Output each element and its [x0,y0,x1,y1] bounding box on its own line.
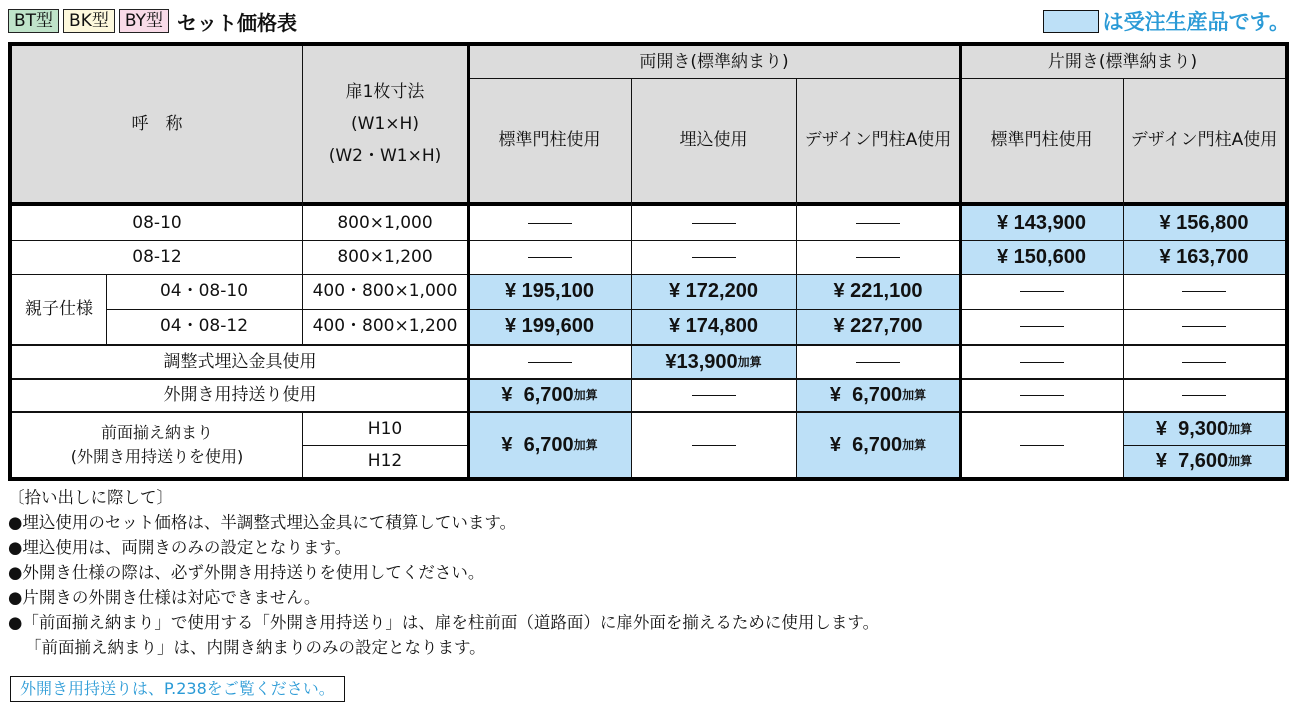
divider [12,344,1285,346]
row-size: 800×1,200 [337,246,433,267]
col-header-size [302,46,468,202]
divider [12,411,1285,413]
option-name: 調整式埋込金具使用 [163,351,317,372]
col-header-single-design: デザイン門柱A使用 [1123,78,1285,202]
divider [302,46,303,202]
divider [302,445,468,446]
price-cell: ¥ 174,800 [631,309,796,344]
price-cell: ¥13,900 加算 [631,346,796,378]
option-name: 外開き用持送り使用 [163,385,317,406]
page-title: セット価格表 [176,10,297,35]
notes [8,485,879,660]
divider [796,78,797,477]
oyako-group-label: 親子仕様 [25,298,93,319]
col-header-double-embed: 埋込使用 [631,78,796,202]
legend [1043,6,1290,36]
divider [12,202,1285,206]
row-size: 400・800×1,200 [312,316,458,337]
page-reference: 外開き用持送りは、P.238をご覧ください。 [10,676,345,702]
cell-dash [796,346,960,378]
divider [959,46,962,477]
row-name: 04・08-10 [159,281,249,302]
price-cell: ¥ 172,200 [631,274,796,309]
price-cell: ¥ 6,700 加算 [796,380,960,411]
note-item: ●埋込使用は、両開きのみの設定となります。 [8,538,352,557]
cell-dash [1123,309,1285,344]
divider [302,202,303,344]
price-cell: ¥ 6,700 加算 [468,413,631,477]
front-h10: H10 [367,418,403,439]
row-size: 800×1,000 [337,212,433,233]
note-continuation: 「前面揃え納まり」は、内開き納まりのみの設定となります。 [25,638,486,657]
price-cell: ¥ 6,700 加算 [468,380,631,411]
cell-dash [796,206,960,240]
price-cell: ¥ 7,600 加算 [1123,445,1285,477]
note-item: ●片開きの外開き仕様は対応できません。 [8,588,321,607]
price-cell: ¥ 199,600 [468,309,631,344]
cell-dash [468,346,631,378]
price-cell: ¥ 227,700 [796,309,960,344]
legend-text: は受注生産品です。 [1102,10,1290,34]
price-cell: ¥ 163,700 [1123,240,1285,274]
price-cell: ¥ 6,700 加算 [796,413,960,477]
divider [302,411,303,477]
type-tag-bk: BK型 [63,9,115,33]
type-tag-bt: BT型 [8,9,59,33]
front-align-name: 前面揃え納まり (外開き用持送りを使用) [70,423,244,466]
cell-dash [631,206,796,240]
col-group-single: 片開き(標準納まり) [960,46,1285,78]
col-header-double-design: デザイン門柱A使用 [796,78,960,202]
legend-swatch [1043,10,1099,33]
cell-dash [631,413,796,477]
price-cell: ¥ 156,800 [1123,206,1285,240]
row-name: 08-12 [132,246,182,267]
cell-dash [960,274,1123,309]
row-size: 400・800×1,000 [312,281,458,302]
row-name: 04・08-12 [159,316,249,337]
cell-dash [960,380,1123,411]
divider [631,78,632,477]
divider [106,274,107,344]
col-header-double-standard: 標準門柱使用 [468,78,631,202]
divider [12,378,1285,380]
cell-dash [1123,380,1285,411]
cell-dash [631,380,796,411]
col-header-size-line3: (W2・W1×H) [328,146,442,166]
cell-dash [1123,274,1285,309]
row-name: 08-10 [132,212,182,233]
cell-dash [631,240,796,274]
note-item: ●外開き仕様の際は、必ず外開き用持送りを使用してください。 [8,563,485,582]
note-item: ●埋込使用のセット価格は、半調整式埋込金具にて積算しています。 [8,513,517,532]
col-header-name: 呼 称 [12,46,302,202]
title-bar [8,6,297,36]
divider [467,46,470,477]
col-header-size-line2: (W1×H) [351,114,419,134]
note-item: ●「前面揃え納まり」で使用する「外開き用持送り」は、扉を柱前面（道路面）に扉外面を揃えるために使用します。 [8,613,880,632]
price-cell: ¥ 143,900 [960,206,1123,240]
col-header-size-line1: 扉1枚寸法 [345,82,425,102]
price-cell: ¥ 195,100 [468,274,631,309]
divider [468,78,1285,79]
divider [1123,445,1285,446]
col-header-single-standard: 標準門柱使用 [960,78,1123,202]
divider [1123,78,1124,477]
price-cell: ¥ 221,100 [796,274,960,309]
cell-dash [468,206,631,240]
front-h12: H12 [367,450,403,471]
cell-dash [796,240,960,274]
divider [12,240,1285,241]
price-cell: ¥ 9,300 加算 [1123,413,1285,445]
divider [106,309,1285,310]
cell-dash [1123,346,1285,378]
divider [12,274,1285,275]
cell-dash [960,346,1123,378]
price-cell: ¥ 150,600 [960,240,1123,274]
cell-dash [960,413,1123,477]
col-group-double: 両開き(標準納まり) [468,46,960,78]
price-table [8,42,1289,481]
cell-dash [960,309,1123,344]
cell-dash [468,240,631,274]
notes-heading: 〔拾い出しに際して〕 [8,488,173,507]
type-tag-by: BY型 [119,9,169,33]
